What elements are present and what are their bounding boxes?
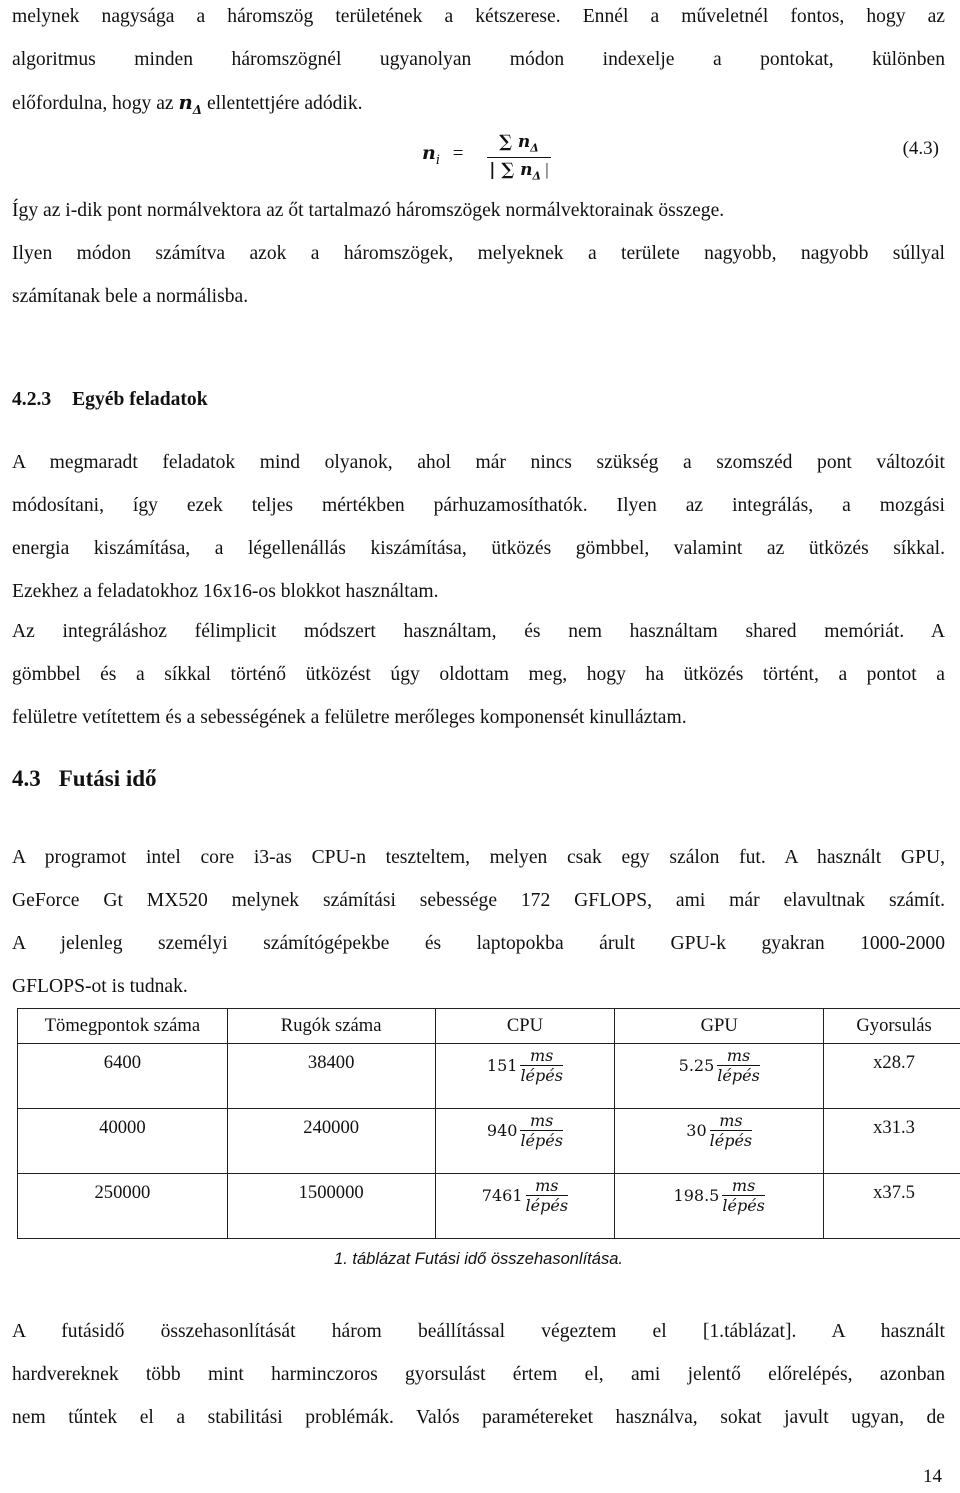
table-cell (824, 1174, 960, 1239)
text-line: algoritmus minden háromszögnél ugyanolyan módon indexelje a pontokat, különben (12, 49, 945, 70)
cpu-value: 7461 (481, 1186, 523, 1205)
unit-denominator: lépés (717, 1066, 760, 1085)
text-line: GeForce Gt MX520 melynek számítási sebessége 172 GFLOPS, ami már elavultnak számít. (12, 890, 945, 911)
cpu-time (487, 1111, 563, 1150)
gpu-value: 5.25 (678, 1056, 715, 1075)
fraction-numerator (487, 132, 551, 154)
unit-numerator: ms (731, 1176, 756, 1195)
text-line: számítanak bele a normálisba. (12, 286, 249, 307)
text-fragment: ellentettjére adódik. (206, 93, 363, 114)
equals-sign: = (452, 143, 464, 164)
runtime-comparison-table (17, 1008, 960, 1239)
unit-fraction (520, 1111, 563, 1150)
text-line: A jelenleg személyi számítógépekbe és laptopokba árult GPU-k gyakran 1000-2000 (12, 933, 945, 954)
unit-numerator: ms (535, 1176, 559, 1195)
text-line: Ezekhez a feladatokhoz 16x16-os blokkot használtam. (12, 581, 439, 602)
fraction-bar (487, 157, 551, 158)
paragraph-integration (12, 610, 945, 739)
springs-value: 38400 (307, 1052, 355, 1073)
table-cell (18, 1174, 228, 1239)
cpu-time (487, 1046, 563, 1085)
page-number: 14 (923, 1466, 942, 1487)
points-value: 250000 (94, 1182, 151, 1203)
gpu-time (679, 1046, 760, 1085)
paragraph-other-tasks (12, 441, 945, 613)
section-heading-4-2-3 (12, 389, 208, 411)
equation-lhs (422, 142, 463, 168)
table-cell (824, 1109, 960, 1174)
gpu-value: 198.5 (673, 1186, 720, 1205)
cpu-value: 151 (486, 1056, 518, 1075)
section-number: 4.2.3 (12, 389, 52, 410)
text-line: hardvereknek több mint harminczoros gyorsulást értem el, ami jelentő előrelépés, azonban (12, 1364, 945, 1385)
equation-number: (4.3) (902, 138, 939, 159)
speedup-value: x31.3 (873, 1117, 915, 1138)
intro-paragraph (12, 0, 945, 124)
numerator-subscript: Δ (530, 141, 539, 155)
text-line: Az integráláshoz félimplicit módszert használtam, és nem használtam shared memóriát. A (12, 621, 945, 642)
delta-subscript: Δ (192, 102, 203, 117)
points-value: 6400 (103, 1052, 141, 1073)
unit-numerator: ms (726, 1046, 751, 1065)
paragraph-runtime (12, 836, 945, 1008)
unit-denominator: lépés (722, 1196, 765, 1215)
text-line: energia kiszámítása, a légellenállás kiszámítása, ütközés gömbbel, valamint az ütközés síkkal. (12, 538, 945, 559)
text-line: gömbbel és a síkkal történő ütközést úgy oldottam meg, hogy ha ütközés történt, a pontot a (12, 664, 945, 685)
section-title: Futási idő (58, 766, 157, 791)
unit-denominator: lépés (709, 1131, 753, 1150)
points-value: 40000 (99, 1117, 146, 1138)
table-cell (824, 1044, 960, 1109)
text-line: A futásidő összehasonlítását három beállítással végeztem el [1.táblázat]. A használt (12, 1321, 945, 1342)
equation-lhs-subscript: i (435, 152, 440, 168)
unit-numerator: ms (530, 1111, 554, 1130)
table-cell (227, 1174, 435, 1239)
speedup-value: x37.5 (873, 1182, 915, 1203)
table-header-cell: GPU (615, 1009, 824, 1044)
table-header-cell: Gyorsulás (824, 1009, 960, 1044)
table-row (18, 1044, 960, 1109)
text-line (12, 81, 945, 124)
table-cell (615, 1109, 824, 1174)
denominator-subscript: Δ (532, 169, 542, 183)
fraction-denominator (487, 160, 551, 182)
text-line: A programot intel core i3-as CPU-n teszteltem, melyen csak egy szálon fut. A használt GPU, (12, 847, 945, 868)
springs-value: 240000 (303, 1117, 360, 1138)
unit-fraction (717, 1046, 760, 1085)
numerator-text: ∑ 𝒏 (499, 132, 531, 152)
section-number: 4.3 (12, 766, 41, 791)
table-header-row (18, 1009, 960, 1044)
table-cell (227, 1109, 435, 1174)
table-row (18, 1174, 960, 1239)
unit-fraction (520, 1046, 563, 1085)
equation-4-3 (12, 132, 945, 187)
equation-lhs-symbol: 𝒏 (422, 142, 436, 164)
unit-denominator: lépés (520, 1066, 563, 1085)
table-cell (615, 1044, 824, 1109)
table-header-cell: CPU (435, 1009, 615, 1044)
table-cell (435, 1109, 615, 1174)
table-cell (615, 1174, 824, 1239)
table-cell (435, 1044, 615, 1109)
text-line: Ilyen módon számítva azok a háromszögek, melyeknek a területe nagyobb, nagyobb súllyal (12, 243, 945, 264)
text-line: felületre vetítettem és a sebességének a felületre merőleges komponensét kinulláztam. (12, 707, 687, 728)
section-title: Egyéb feladatok (72, 389, 208, 410)
springs-value: 1500000 (298, 1182, 364, 1203)
paragraph-normals (12, 189, 945, 318)
cpu-time (482, 1176, 568, 1215)
gpu-time (674, 1176, 765, 1215)
text-line: melynek nagysága a háromszög területének a kétszerese. Ennél a műveletnél fontos, hogy az (12, 6, 945, 27)
cpu-value: 940 (486, 1121, 518, 1140)
table-cell (227, 1044, 435, 1109)
table-header-cell: Tömegpontok száma (18, 1009, 228, 1044)
table-header-cell: Rugók száma (227, 1009, 435, 1044)
denominator-end: | (541, 160, 549, 180)
unit-fraction (722, 1176, 765, 1215)
table-caption: 1. táblázat Futási idő összehasonlítása. (334, 1250, 623, 1268)
gpu-value: 30 (686, 1121, 707, 1140)
text-line: A megmaradt feladatok mind olyanok, ahol már nincs szükség a szomszéd pont változóit (12, 452, 945, 473)
text-fragment: előfordulna, hogy az (12, 93, 174, 114)
denominator-text: | ∑ 𝒏 (489, 160, 533, 181)
unit-numerator: ms (719, 1111, 743, 1130)
text-line: GFLOPS-ot is tudnak. (12, 976, 188, 997)
table-cell (435, 1174, 615, 1239)
table-cell (18, 1109, 228, 1174)
text-line: nem tűntek el a stabilitási problémák. Valós paramétereket használva, sokat javult ugyan, de (12, 1407, 945, 1428)
unit-fraction (710, 1111, 753, 1150)
text-line: Így az i-dik pont normálvektora az őt tartalmazó háromszögek normálvektorainak összege. (12, 200, 725, 221)
section-heading-4-3 (12, 766, 157, 792)
paragraph-comparison (12, 1310, 945, 1439)
table-cell (18, 1044, 228, 1109)
unit-denominator: lépés (520, 1131, 563, 1150)
table-row (18, 1109, 960, 1174)
text-line: módosítani, így ezek teljes mértékben párhuzamosíthatók. Ilyen az integrálás, a mozgási (12, 495, 945, 516)
unit-denominator: lépés (525, 1196, 569, 1215)
normal-vector-symbol: 𝒏 (178, 91, 193, 114)
gpu-time (686, 1111, 752, 1150)
unit-fraction (526, 1176, 569, 1215)
unit-numerator: ms (530, 1046, 554, 1065)
speedup-value: x28.7 (873, 1052, 915, 1073)
equation-fraction (487, 132, 551, 183)
